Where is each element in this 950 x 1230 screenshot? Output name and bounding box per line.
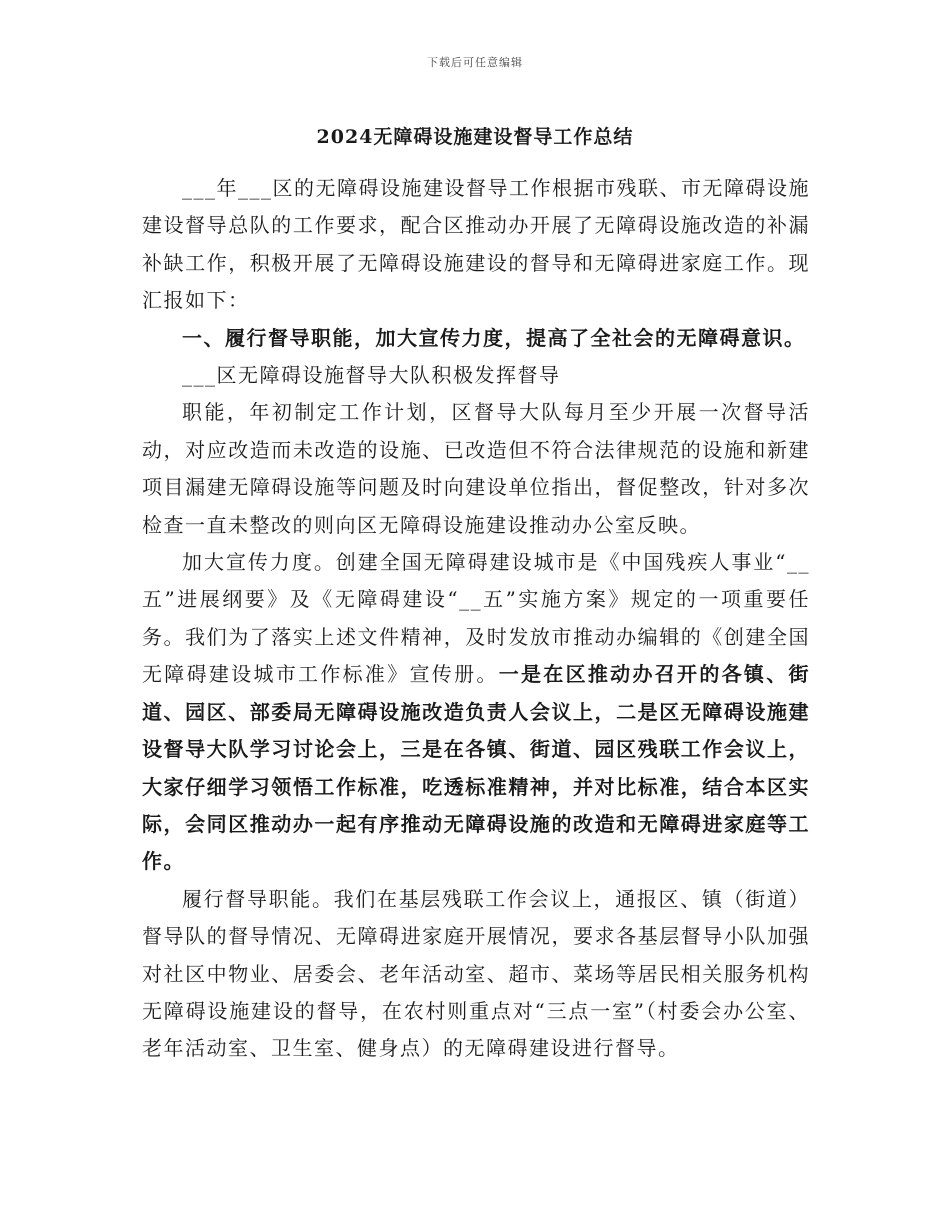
section-heading-1: 一、履行督导职能，加大宣传力度，提高了全社会的无障碍意识。 xyxy=(182,325,806,350)
paragraph-supervision-team: ___区无障碍设施督导大队积极发挥督导 xyxy=(182,363,561,388)
publicity-bold-text: 一是在区推动办召开的各镇、街道、园区、部委局无障碍设施改造负责人会议上，二是区无障碍设施建设督导大队学习讨论会上，三是在各镇、街道、园区残联工作会议上，大家仔细学习领悟工作标准，吃透标准精神，并对比标准，结合本区实际，会同区推动办一起有序推动无障碍设施的改造和无障碍进家庭等工作。 xyxy=(142,662,811,874)
document-body xyxy=(142,170,810,1068)
paragraph-fulfill-duties: 履行督导职能。我们在基层残联工作会议上，通报区、镇（街道）督导队的督导情况、无障碍进家庭开展情况，要求各基层督导小队加强对社区中物业、居委会、老年活动室、超市、菜场等居民相关服务机构无障碍设施建设的督导，在农村则重点对“三点一室”（村委会办公室、老年活动室、卫生室、健身点）的无障碍建设进行督导。 xyxy=(142,886,810,1061)
paragraph-intro: ___年___区的无障碍设施建设督导工作根据市残联、市无障碍设施建设督导总队的工作要求，配合区推动办开展了无障碍设施改造的补漏补缺工作，积极开展了无障碍设施建设的督导和无障碍进家庭工作。现汇报如下： xyxy=(142,176,810,313)
document-title: 2024无障碍设施建设督导工作总结 xyxy=(316,126,634,148)
header-note: 下载后可任意编辑 xyxy=(427,56,523,69)
paragraph-supervision-duties: 职能，年初制定工作计划，区督导大队每月至少开展一次督导活动，对应改造而未改造的设施、已改造但不符合法律规范的设施和新建项目漏建无障碍设施等问题及时向建设单位指出，督促整改，针对多次检查一直未整改的则向区无障碍设施建设推动办公室反映。 xyxy=(142,400,810,537)
paragraph-publicity xyxy=(142,544,810,881)
publicity-text: 加大宣传力度。创建全国无障碍建设城市是《中国残疾人事业“__五”进展纲要》及《无障碍建设“__五”实施方案》规定的一项重要任务。我们为了落实上述文件精神，及时发放市推动办编辑的《创建全国无障碍建设城市工作标准》宣传册。 xyxy=(142,550,810,687)
